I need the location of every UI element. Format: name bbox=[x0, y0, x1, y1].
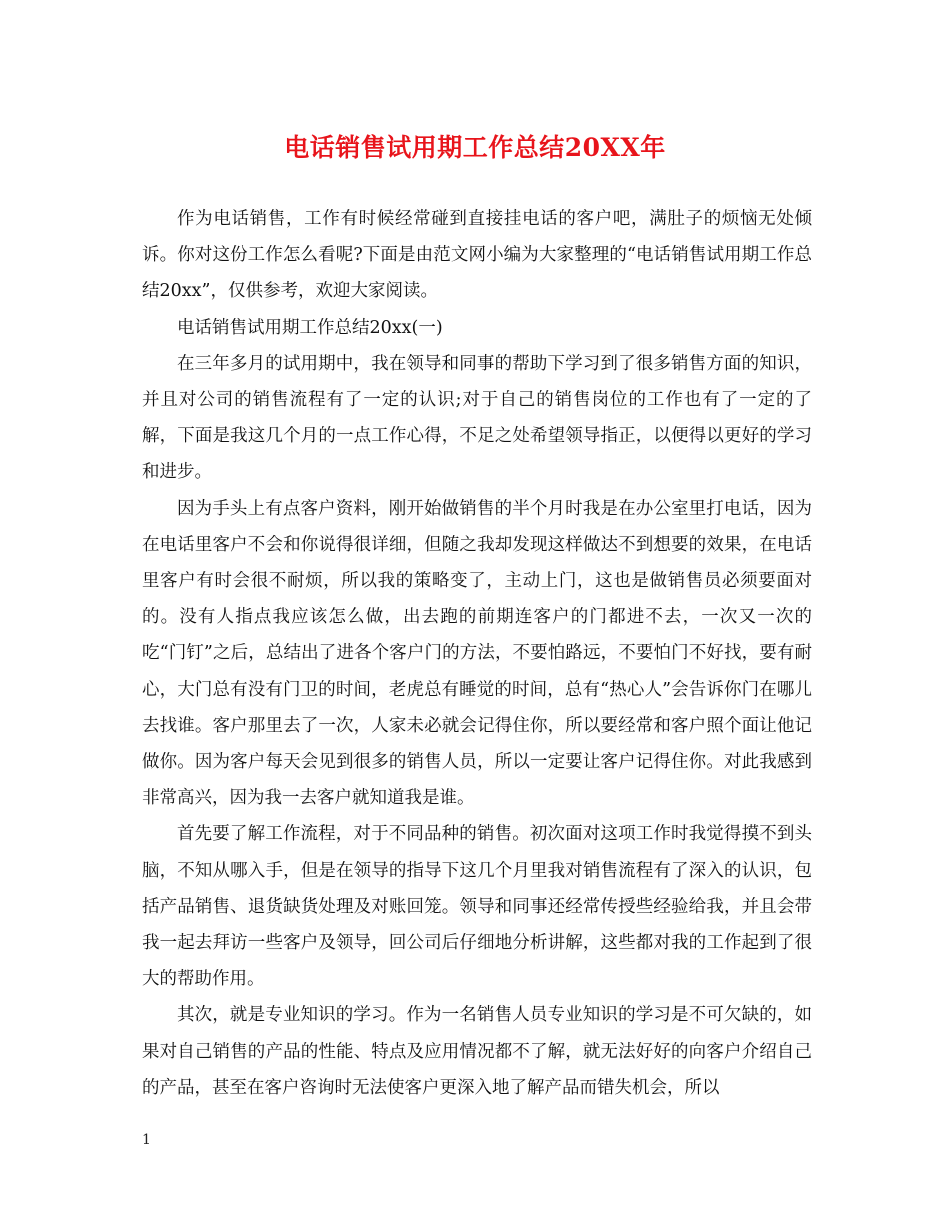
paragraph-workflow: 首先要了解工作流程，对于不同品种的销售。初次面对这项工作时我觉得摸不到头脑，不知从哪入手，但是在领导的指导下这几个月里我对销售流程有了深入的认识，包括产品销售、退货缺货处理及对账回笼。领导和同事还经常传授些经验给我，并且会带我一起去拜访一些客户及领导，回公司后仔细地分析讲解，这些都对我的工作起到了很大的帮助作用。 bbox=[142, 824, 812, 990]
paragraph-section-heading: 电话销售试用期工作总结20xx(一) bbox=[177, 317, 443, 338]
paragraph-intro: 作为电话销售，工作有时候经常碰到直接挂电话的客户吧，满肚子的烦恼无处倾诉。你对这份工作怎么看呢?下面是由范文网小编为大家整理的“电话销售试用期工作总结20xx”，仅供参考，欢迎大家阅读。 bbox=[142, 209, 812, 302]
paragraph-trial-period: 在三年多月的试用期中，我在领导和同事的帮助下学习到了很多销售方面的知识，并且对公司的销售流程有了一定的认识;对于自己的销售岗位的工作也有了一定的了解，下面是我这几个月的一点工作心得，不足之处希望领导指正，以便得以更好的学习和进步。 bbox=[142, 353, 812, 483]
document-title: 电话销售试用期工作总结20XX年 bbox=[284, 133, 666, 162]
page-number: 1 bbox=[142, 1132, 151, 1148]
paragraph-professional-knowledge: 其次，就是专业知识的学习。作为一名销售人员专业知识的学习是不可欠缺的，如果对自己销售的产品的性能、特点及应用情况都不了解，就无法好好的向客户介绍自己的产品，甚至在客户咨询时无法使客户更深入地了解产品而错失机会，所以 bbox=[142, 1005, 812, 1098]
paragraph-customer-visits: 因为手头上有点客户资料，刚开始做销售的半个月时我是在办公室里打电话，因为在电话里客户不会和你说得很详细，但随之我却发现这样做达不到想要的效果，在电话里客户有时会很不耐烦，所以我的策略变了，主动上门，这也是做销售员必须要面对的。没有人指点我应该怎么做，出去跑的前期连客户的门都进不去，一次又一次的吃“门钉”之后，总结出了进各个客户门的方法，不要怕路远，不要怕门不好找，要有耐心，大门总有没有门卫的时间，老虎总有睡觉的时间，总有“热心人”会告诉你门在哪儿去找谁。客户那里去了一次，人家未必就会记得住你，所以要经常和客户照个面让他记做你。因为客户每天会见到很多的销售人员，所以一定要让客户记得住你。对此我感到非常高兴，因为我一去客户就知道我是谁。 bbox=[142, 498, 812, 809]
document-body bbox=[142, 201, 812, 1106]
